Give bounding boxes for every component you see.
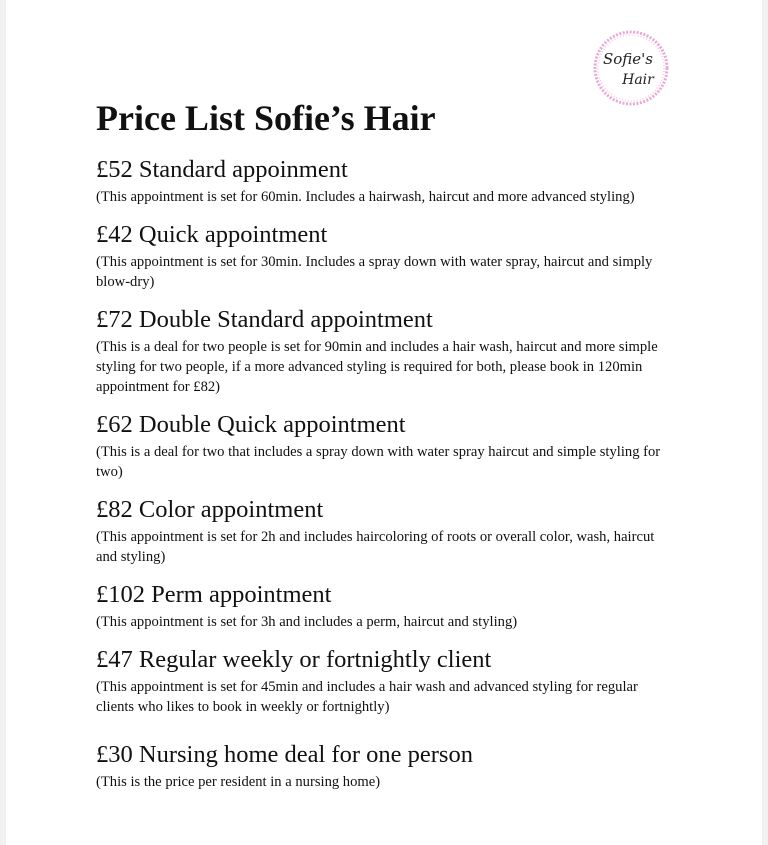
price-item-description: (This appointment is set for 2h and includes haircoloring of roots or overall color, wash, haircut and styling) <box>96 529 655 565</box>
price-item-description: (This is a deal for two that includes a spray down with water spray haircut and simple styling for two) <box>96 444 661 480</box>
logo-text-line2: Hair <box>622 72 654 88</box>
price-item-description: (This appointment is set for 3h and includes a perm, haircut and styling) <box>96 614 518 630</box>
price-item-heading: £52 Standard appoinment <box>96 156 348 183</box>
price-item-description: (This appointment is set for 30min. Includes a spray down with water spray, haircut and simply blow-dry) <box>96 254 653 290</box>
price-item <box>96 646 676 717</box>
price-item-description: (This appointment is set for 60min. Includes a hairwash, haircut and more advanced styling) <box>96 189 635 205</box>
price-item <box>96 741 676 792</box>
price-item-description: (This is a deal for two people is set for 90min and includes a hair wash, haircut and more simple styling for two people, if a more advanced styling is required for both, please book in 120min appointment for £82) <box>96 339 658 395</box>
page-title: Price List Sofie’s Hair <box>96 98 436 138</box>
price-item <box>96 496 676 567</box>
price-item-heading: £82 Color appointment <box>96 496 324 523</box>
price-item-heading: £62 Double Quick appointment <box>96 411 406 438</box>
price-item-heading: £102 Perm appointment <box>96 581 332 608</box>
price-item-heading: £72 Double Standard appointment <box>96 306 433 333</box>
price-item <box>96 156 676 207</box>
price-item-description: (This appointment is set for 45min and includes a hair wash and advanced styling for regular clients who likes to book in weekly or fortnightly) <box>96 679 638 715</box>
price-item <box>96 306 676 397</box>
price-item-heading: £42 Quick appointment <box>96 221 328 248</box>
price-item <box>96 221 676 292</box>
price-item <box>96 411 676 482</box>
price-item <box>96 581 676 632</box>
price-item-heading: £47 Regular weekly or fortnightly client <box>96 646 492 673</box>
price-item-heading: £30 Nursing home deal for one person <box>96 741 473 768</box>
sofies-hair-logo <box>588 28 674 108</box>
price-list-page <box>6 0 762 845</box>
logo-text-line1: Sofie's <box>602 50 654 68</box>
price-item-description: (This is the price per resident in a nursing home) <box>96 774 381 790</box>
